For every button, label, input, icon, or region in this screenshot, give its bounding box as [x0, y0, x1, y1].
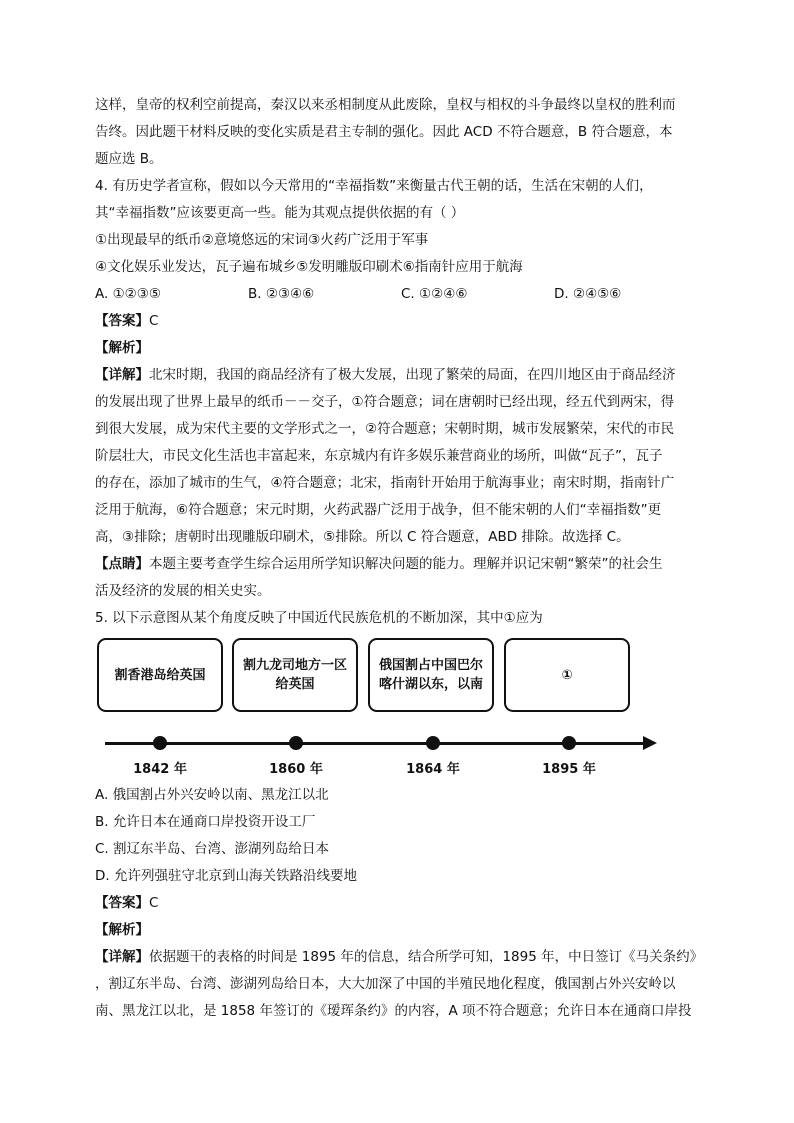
option-b: B. 允许日本在通商口岸投资开设工厂 — [95, 814, 316, 830]
question-4-options — [95, 281, 707, 308]
timeline-year: 1895 年 — [542, 762, 596, 777]
section-label: 【答案】 — [95, 313, 149, 329]
question-4-stem: ①出现最早的纸币②意境悠远的宋词③火药广泛用于军事 — [95, 232, 429, 248]
detail-line: 高，③排除；唐朝时出现雕版印刷术，⑤排除。所以 C 符合题意，ABD 排除。故选择 C。 — [95, 529, 630, 545]
answer-label: 【答案】C — [95, 313, 159, 329]
detail-line: 到很大发展，成为宋代主要的文学形式之一，②符合题意；宋朝时期，城市发展繁荣，宋代的市民 — [95, 421, 675, 437]
option-d: D. 允许列强驻守北京到山海关铁路沿线要地 — [95, 868, 357, 884]
option-a: A. 俄国割占外兴安岭以南、黑龙江以北 — [95, 787, 329, 803]
detail-line: 【详解】依据题干的表格的时间是 1895 年的信息，结合所学可知，1895 年，中日签订《马关条约》 — [95, 949, 704, 965]
timeline-dot — [289, 736, 303, 750]
analysis-label — [95, 917, 707, 944]
timeline-box: ① — [504, 638, 630, 712]
detail-line: ，割辽东半岛、台湾、澎湖列岛给日本，大大加深了中国的半殖民地化程度，俄国割占外兴安岭以 — [95, 976, 676, 992]
section-label: 【解析】 — [95, 922, 149, 938]
timeline-box: 割九龙司地方一区给英国 — [232, 638, 358, 712]
section-label: 【详解】 — [95, 949, 149, 965]
text-line: 题应选 B。 — [95, 151, 163, 167]
timeline-box: 割香港岛给英国 — [97, 638, 223, 712]
timeline-dot — [426, 736, 440, 750]
question-5-stem: 5. 以下示意图从某个角度反映了中国近代民族危机的不断加深，其中①应为 — [95, 610, 543, 626]
timeline-dot — [153, 736, 167, 750]
question-4-stem: ④文化娱乐业发达，瓦子遍布城乡⑤发明雕版印刷术⑥指南针应用于航海 — [95, 259, 523, 275]
detail-line: 南、黑龙江以北，是 1858 年签订的《瑷珲条约》的内容，A 项不符合题意；允许日本在通商口岸投 — [95, 1003, 692, 1019]
document-page — [95, 92, 707, 1025]
arrow-right-icon — [643, 736, 657, 750]
answer-label: 【答案】C — [95, 895, 159, 911]
question-4-stem: 4. 有历史学者宣称，假如以今天常用的“幸福指数”来衡量古代王朝的话，生活在宋朝的人们， — [95, 178, 653, 194]
timeline-box: 俄国割占中国巴尔喀什湖以东，以南 — [368, 638, 494, 712]
timeline-year: 1864 年 — [406, 762, 460, 777]
detail-line: 【详解】北宋时期，我国的商品经济有了极大发展，出现了繁荣的局面，在四川地区由于商品经济 — [95, 367, 676, 383]
analysis-label — [95, 335, 707, 362]
comment-line: 活及经济的发展的相关史实。 — [95, 583, 271, 599]
detail-line: 的存在，添加了城市的生气，④符合题意；北宋，指南针开始用于航海事业；南宋时期，指南针广 — [95, 475, 675, 491]
comment-line: 【点睛】本题主要考查学生综合运用所学知识解决问题的能力。理解并识记宋朝“繁荣”的社会生 — [95, 556, 663, 572]
option-d: D. ②④⑤⑥ — [554, 286, 622, 302]
section-label: 【详解】 — [95, 367, 149, 383]
detail-line: 阶层壮大，市民文化生活也丰富起来，东京城内有许多娱乐兼营商业的场所，叫做“瓦子”，瓦子 — [95, 448, 663, 464]
question-4-stem: 其“幸福指数”应该要更高一些。能为其观点提供依据的有（ ） — [95, 205, 465, 221]
section-label: 【点睛】 — [95, 556, 149, 572]
option-c: C. 割辽东半岛、台湾、澎湖列岛给日本 — [95, 841, 330, 857]
timeline-year: 1860 年 — [269, 762, 323, 777]
section-label: 【解析】 — [95, 340, 149, 356]
section-label: 【答案】 — [95, 895, 149, 911]
timeline-dot — [562, 736, 576, 750]
detail-line: 的发展出现了世界上最早的纸币－－交子，①符合题意；词在唐朝时已经出现，经五代到两宋，得 — [95, 394, 675, 410]
option-c: C. ①②④⑥ — [401, 286, 468, 302]
timeline-year: 1842 年 — [133, 762, 187, 777]
text-line: 告终。因此题干材料反映的变化实质是君主专制的强化。因此 ACD 不符合题意，B 符合题意，本 — [95, 124, 673, 140]
detail-line: 泛用于航海，⑥符合题意；宋元时期，火药武器广泛用于战争，但不能宋朝的人们“幸福指数”更 — [95, 502, 662, 518]
text-line: 这样，皇帝的权利空前提高，秦汉以来丞相制度从此废除，皇权与相权的斗争最终以皇权的胜利而 — [95, 97, 676, 113]
timeline-diagram — [95, 638, 707, 778]
option-a: A. ①②③⑤ — [95, 286, 161, 302]
option-b: B. ②③④⑥ — [248, 286, 315, 302]
